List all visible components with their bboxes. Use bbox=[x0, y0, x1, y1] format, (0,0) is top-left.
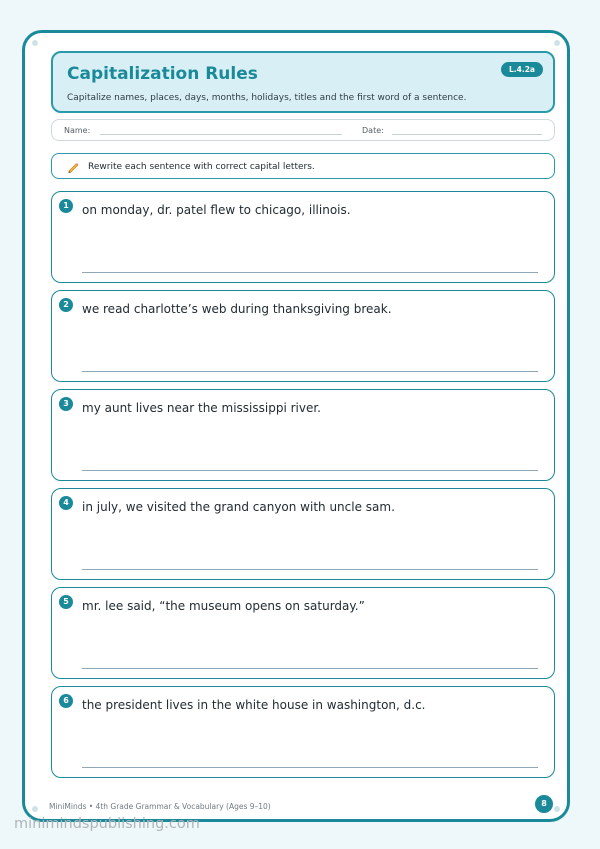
answer-line[interactable] bbox=[82, 767, 538, 768]
website-watermark: minimindspublishing.com bbox=[14, 816, 200, 832]
question-text: in july, we visited the grand canyon with uncle sam. bbox=[82, 500, 395, 514]
answer-line[interactable] bbox=[82, 272, 538, 273]
worksheet-page bbox=[22, 30, 570, 822]
page-title: Capitalization Rules bbox=[67, 64, 258, 84]
corner-dot bbox=[32, 40, 38, 46]
question-card bbox=[51, 389, 555, 481]
question-number: 5 bbox=[59, 595, 73, 609]
question-text: my aunt lives near the mississippi river. bbox=[82, 401, 321, 415]
question-card bbox=[51, 587, 555, 679]
question-text: we read charlotte’s web during thanksgiving break. bbox=[82, 302, 392, 316]
question-number: 6 bbox=[59, 694, 73, 708]
standard-badge: L.4.2a bbox=[501, 62, 543, 77]
question-card bbox=[51, 290, 555, 382]
page-number: 8 bbox=[535, 795, 553, 813]
corner-dot bbox=[554, 806, 560, 812]
instruction-box bbox=[51, 153, 555, 179]
question-card bbox=[51, 191, 555, 283]
name-label: Name: bbox=[64, 126, 91, 135]
question-number: 3 bbox=[59, 397, 73, 411]
question-text: on monday, dr. patel flew to chicago, illinois. bbox=[82, 203, 351, 217]
answer-line[interactable] bbox=[82, 470, 538, 471]
answer-line[interactable] bbox=[82, 371, 538, 372]
pencil-icon bbox=[66, 159, 80, 173]
corner-dot bbox=[32, 806, 38, 812]
question-number: 4 bbox=[59, 496, 73, 510]
worksheet-header bbox=[51, 51, 555, 113]
date-label: Date: bbox=[362, 126, 384, 135]
publisher-footer: MiniMinds • 4th Grade Grammar & Vocabulary (Ages 9–10) bbox=[49, 802, 271, 811]
question-number: 1 bbox=[59, 199, 73, 213]
answer-line[interactable] bbox=[82, 569, 538, 570]
student-info-box bbox=[51, 119, 555, 141]
question-card bbox=[51, 488, 555, 580]
corner-dot bbox=[554, 40, 560, 46]
page-subtitle: Capitalize names, places, days, months, holidays, titles and the first word of a sentence. bbox=[67, 93, 467, 103]
name-field[interactable] bbox=[100, 134, 342, 135]
question-number: 2 bbox=[59, 298, 73, 312]
question-text: the president lives in the white house in washington, d.c. bbox=[82, 698, 426, 712]
date-field[interactable] bbox=[392, 134, 542, 135]
instruction-text: Rewrite each sentence with correct capital letters. bbox=[88, 162, 315, 172]
question-card bbox=[51, 686, 555, 778]
question-text: mr. lee said, “the museum opens on saturday.” bbox=[82, 599, 365, 613]
answer-line[interactable] bbox=[82, 668, 538, 669]
